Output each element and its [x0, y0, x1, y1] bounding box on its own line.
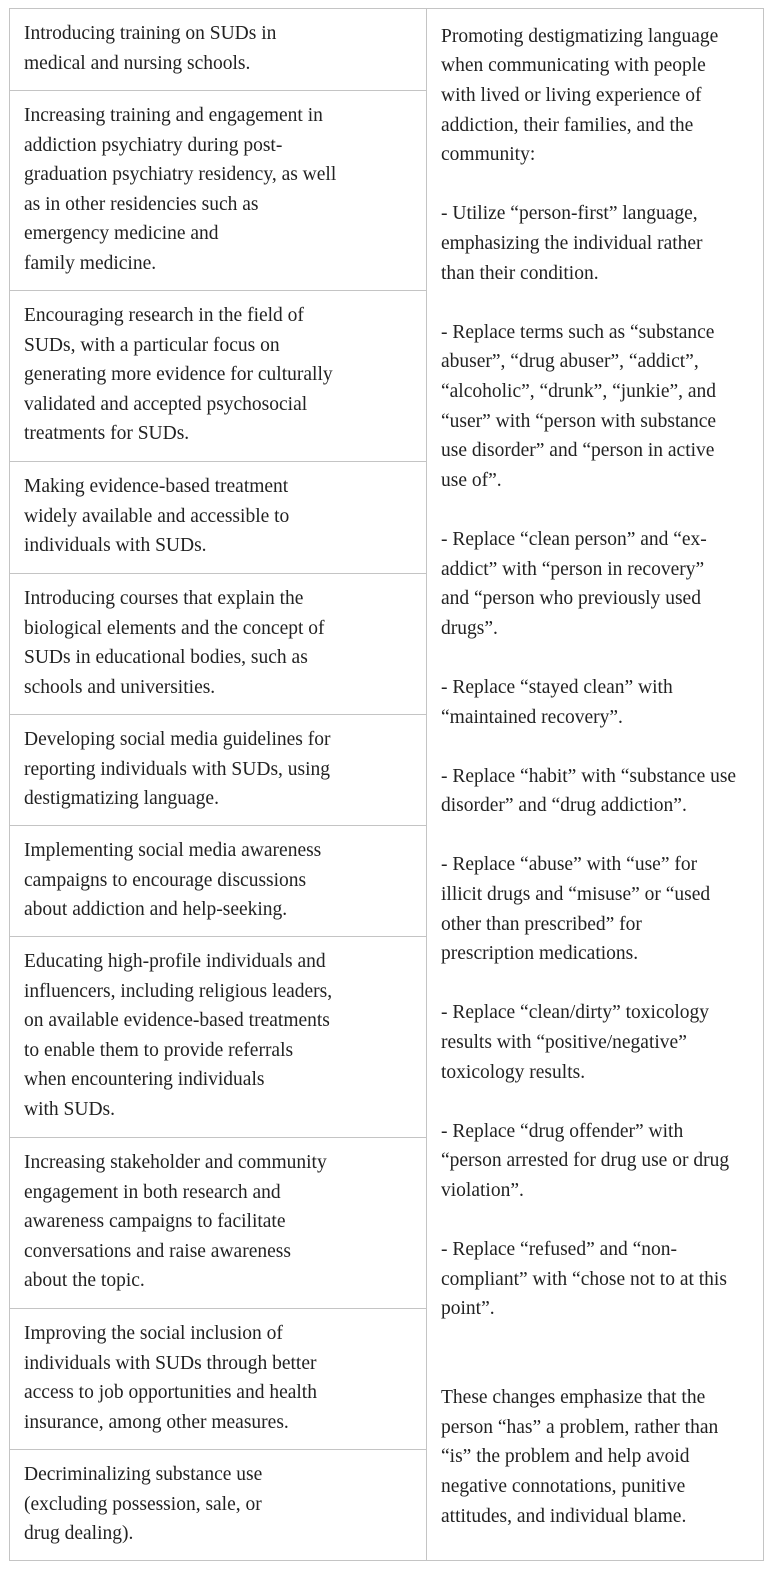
recommendation-text: Educating high-profile individuals and influencers, including religious leaders, on available evidence-based treatments to enable them to provide referrals when encountering individuals with SUDs. — [24, 951, 333, 1120]
language-list — [441, 170, 749, 1354]
left-cell — [10, 291, 427, 462]
left-cell — [10, 91, 427, 291]
language-item: - Replace “clean/dirty” toxicology results with “positive/negative” toxicology results. — [441, 1002, 710, 1083]
language-item: - Replace “abuse” with “use” for illicit drugs and “misuse” or “used other than prescribed” for prescription medications. — [441, 854, 711, 965]
language-guidance — [441, 22, 749, 1531]
language-item: - Replace “stayed clean” with “maintained recovery”. — [441, 676, 673, 728]
recommendation-text: Decriminalizing substance use (excluding possession, sale, or drug dealing). — [24, 1464, 263, 1545]
left-cell — [10, 715, 427, 826]
language-conclusion: These changes emphasize that the person “has” a problem, rather than “is” the problem and help avoid negative connotations, punitive attitudes, and individual blame. — [441, 1387, 719, 1527]
table-row — [10, 9, 764, 91]
left-cell — [10, 937, 427, 1138]
left-cell — [10, 574, 427, 715]
recommendation-text: Developing social media guidelines for reporting individuals with SUDs, using destigmatizing language. — [24, 729, 331, 810]
right-cell — [427, 9, 764, 1561]
left-cell — [10, 1138, 427, 1309]
language-item: - Replace “refused” and “non- compliant” with “chose not to at this point”. — [441, 1239, 727, 1320]
recommendations-table — [9, 8, 764, 1561]
language-intro: Promoting destigmatizing language when communicating with people with lived or living experience of addiction, their families, and the community: — [441, 25, 719, 166]
recommendation-text: Making evidence-based treatment widely available and accessible to individuals with SUDs. — [24, 476, 290, 557]
language-item: - Utilize “person-first” language, emphasizing the individual rather than their condition. — [441, 203, 703, 284]
left-cell — [10, 1309, 427, 1450]
recommendation-text: Implementing social media awareness campaigns to encourage discussions about addiction and help-seeking. — [24, 840, 322, 921]
left-cell — [10, 9, 427, 91]
language-item: - Replace “clean person” and “ex- addict” with “person in recovery” and “person who previously used drugs”. — [441, 528, 707, 639]
left-cell — [10, 1450, 427, 1561]
recommendation-text: Increasing training and engagement in addiction psychiatry during post- graduation psychiatry residency, as well as in other residencies such as emergency medicine and family medicine. — [24, 105, 337, 274]
language-item: - Replace “drug offender” with “person arrested for drug use or drug violation”. — [441, 1120, 730, 1202]
left-cell — [10, 462, 427, 574]
recommendation-text: Improving the social inclusion of individuals with SUDs through better access to job opportunities and health insurance, among other measures. — [24, 1323, 317, 1433]
recommendation-text: Introducing training on SUDs in medical and nursing schools. — [24, 23, 277, 74]
language-item: - Replace terms such as “substance abuser”, “drug abuser”, “addict”, “alcoholic”, “drunk”, “junkie”, and “user” with “person with substance use disorder” and “person in active use of”. — [441, 321, 717, 491]
left-cell — [10, 826, 427, 937]
language-item: - Replace “habit” with “substance use disorder” and “drug addiction”. — [441, 765, 737, 817]
recommendation-text: Increasing stakeholder and community engagement in both research and awareness campaigns to facilitate conversations and raise awareness about the topic. — [24, 1152, 327, 1292]
recommendation-text: Introducing courses that explain the biological elements and the concept of SUDs in educational bodies, such as schools and universities. — [24, 588, 325, 698]
recommendation-text: Encouraging research in the field of SUDs, with a particular focus on generating more evidence for culturally validated and accepted psychosocial treatments for SUDs. — [24, 305, 333, 445]
